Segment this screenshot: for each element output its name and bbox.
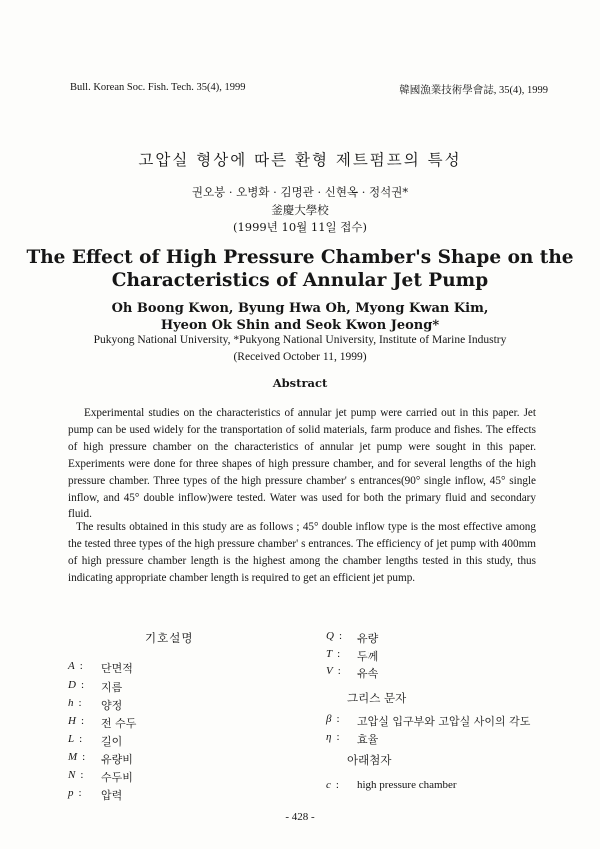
journal-citation-korean: 韓國漁業技術學會誌, 35(4), 1999 bbox=[399, 85, 548, 96]
definition: 길이 bbox=[101, 735, 123, 748]
english-title bbox=[0, 246, 600, 292]
abstract-paragraph-1: Experimental studies on the characteristics of annular jet pump were carried out in this paper. Jet pump can be used widely for the transportation of solid materials, farm produce and fishes. The effects of high pressure chamber on the characteristics of annular jet pump were sought in this paper. Experiments were done for three shapes of high pressure chamber, and for several lengths of the high pressure chamber. Three types of the high pressure chamber' s entrances(90° single inflow, 45° single inflow, and 45° double inflow)were tested. Water was used for both the primary fluid and secondary fluid. bbox=[68, 407, 536, 521]
journal-citation: Bull. Korean Soc. Fish. Tech. 35(4), 1999 bbox=[70, 82, 246, 93]
korean-authors: 권오붕 · 오병화 · 김명관 · 신현옥 · 정석권* bbox=[191, 185, 409, 199]
symbol: H : bbox=[68, 715, 85, 727]
nomenclature-title: 기호설명 bbox=[145, 631, 194, 645]
abstract-heading: Abstract bbox=[272, 376, 328, 390]
english-title-line1: The Effect of High Pressure Chamber's Shape on the bbox=[26, 247, 574, 268]
received-date: (Received October 11, 1999) bbox=[233, 351, 367, 363]
english-authors-line2: Hyeon Ok Shin and Seok Kwon Jeong* bbox=[160, 318, 440, 333]
definition: 두께 bbox=[357, 650, 379, 663]
symbol: h : bbox=[68, 697, 82, 709]
subscripts-title: 아래첨자 bbox=[347, 753, 392, 767]
symbol: η : bbox=[326, 731, 340, 743]
definition: 단면적 bbox=[101, 662, 133, 675]
definition: 지름 bbox=[101, 681, 123, 694]
definition: 양정 bbox=[101, 699, 123, 712]
definition: 수두비 bbox=[101, 771, 133, 784]
korean-title: 고압실 형상에 따른 환형 제트펌프의 특성 bbox=[138, 151, 462, 169]
definition: 효율 bbox=[357, 733, 379, 746]
korean-affiliation: 釜慶大學校 bbox=[271, 203, 329, 217]
definition: high pressure chamber bbox=[357, 779, 457, 791]
symbol: N : bbox=[68, 769, 84, 781]
korean-received-date: (1999년 10월 11일 접수) bbox=[232, 220, 368, 234]
english-authors-line1: Oh Boong Kwon, Byung Hwa Oh, Myong Kwan Kim, bbox=[111, 301, 489, 316]
symbol: L : bbox=[68, 733, 83, 745]
symbol: β : bbox=[326, 713, 340, 725]
symbol: c : bbox=[326, 779, 339, 791]
symbol: D : bbox=[68, 679, 85, 691]
symbol: A : bbox=[68, 660, 83, 672]
definition: 압력 bbox=[101, 789, 123, 802]
symbol: V : bbox=[326, 665, 341, 677]
page-number: - 428 - bbox=[285, 811, 315, 823]
definition: 고압실 입구부와 고압실 사이의 각도 bbox=[357, 715, 531, 728]
definition: 유속 bbox=[357, 667, 379, 680]
definition: 전 수두 bbox=[101, 717, 137, 730]
definition: 유량 bbox=[357, 632, 379, 645]
symbol: Q : bbox=[326, 630, 343, 642]
symbol: p : bbox=[68, 787, 82, 799]
greek-letters-title: 그리스 문자 bbox=[347, 691, 407, 705]
abstract-paragraph-2: The results obtained in this study are as follows ; 45° double inflow type is the most effective among the tested three types of the high pressure chamber' s entrances. The efficiency of jet pump with 400mm of high pressure chamber length is the highest among the chamber lengths tested in this study, thus indicating appropriate chamber length is required to get an efficient jet pump. bbox=[68, 521, 536, 584]
english-authors bbox=[0, 300, 600, 334]
definition: 유량비 bbox=[101, 753, 133, 766]
english-title-line2: Characteristics of Annular Jet Pump bbox=[111, 270, 489, 291]
symbol: M : bbox=[68, 751, 86, 763]
english-affiliation: Pukyong National University, *Pukyong National University, Institute of Marine Industry bbox=[93, 334, 507, 346]
symbol: T : bbox=[326, 648, 341, 660]
